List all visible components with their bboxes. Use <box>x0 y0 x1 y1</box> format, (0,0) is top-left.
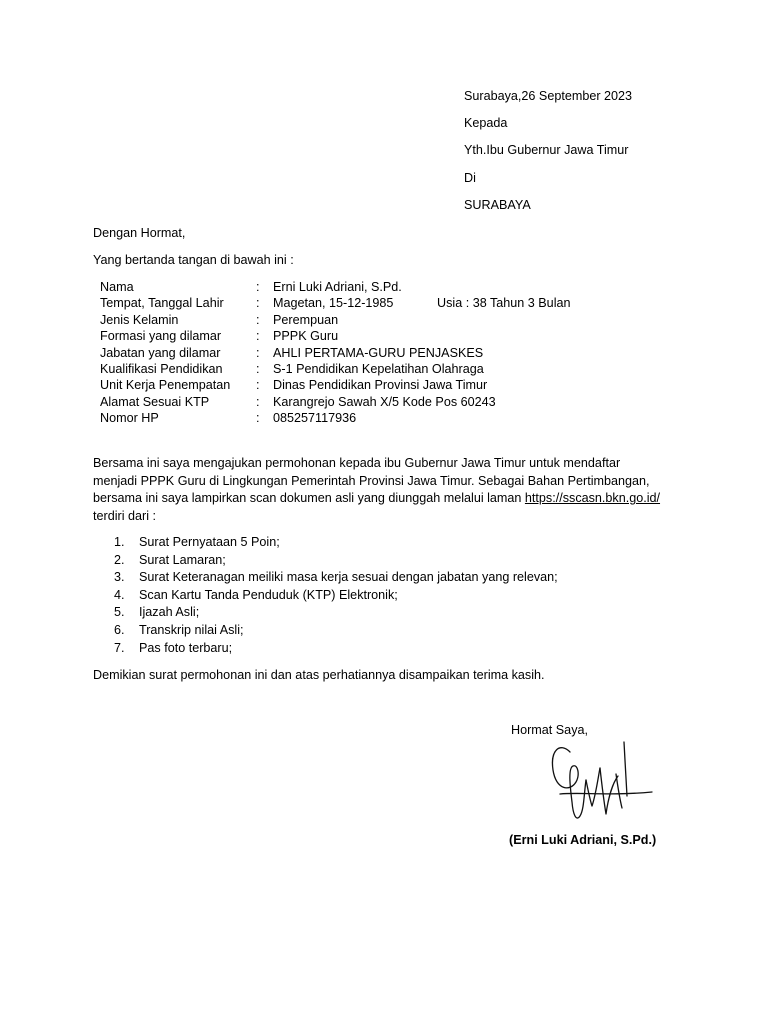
age-value: Usia : 38 Tahun 3 Bulan <box>437 296 571 311</box>
field-value: S-1 Pendidikan Kepelatihan Olahraga <box>273 361 484 376</box>
field-value: Erni Luki Adriani, S.Pd. <box>273 280 402 294</box>
field-value: AHLI PERTAMA-GURU PENJASKES <box>273 345 484 360</box>
field-value: Karangrejo Sawah X/5 Kode Pos 60243 <box>273 394 496 409</box>
list-item <box>114 641 558 659</box>
field-colon: : <box>256 378 260 393</box>
list-text: Surat Pernyataan 5 Poin; <box>139 535 280 549</box>
field-colon: : <box>256 394 260 409</box>
field-colon: : <box>256 296 260 311</box>
field-label: Kualifikasi Pendidikan <box>100 361 223 376</box>
field-label: Jabatan yang dilamar <box>100 345 221 360</box>
list-item <box>114 588 558 606</box>
closing-text: Demikian surat permohonan ini dan atas perhatiannya disampaikan terima kasih. <box>93 668 545 682</box>
list-text: Pas foto terbaru; <box>139 640 233 655</box>
field-value: Perempuan <box>273 312 339 327</box>
field-value: Dinas Pendidikan Provinsi Jawa Timur <box>273 378 488 393</box>
list-number: 6. <box>114 622 125 637</box>
signature-image <box>540 730 660 840</box>
field-label: Unit Kerja Penempatan <box>100 378 231 393</box>
body-line: Bersama ini saya mengajukan permohonan kepada ibu Gubernur Jawa Timur untuk mendaftar <box>93 456 621 470</box>
list-text: Surat Keteranagan meiliki masa kerja sesuai dengan jabatan yang relevan; <box>139 570 558 585</box>
body-paragraph <box>93 456 693 527</box>
intro-text: Yang bertanda tangan di bawah ini : <box>93 253 294 267</box>
field-colon: : <box>256 312 260 327</box>
field-value: PPPK Guru <box>273 329 339 344</box>
regards-text: Hormat Saya, <box>511 723 588 737</box>
list-number: 3. <box>114 570 125 585</box>
field-label: Nama <box>100 280 134 294</box>
recipient-at: Di <box>464 170 476 185</box>
list-number: 4. <box>114 587 125 602</box>
field-label: Tempat, Tanggal Lahir <box>100 296 224 311</box>
list-item <box>114 570 558 588</box>
list-number: 2. <box>114 552 125 567</box>
recipient-to: Kepada <box>464 116 508 131</box>
attachment-list <box>114 535 558 658</box>
field-label: Alamat Sesuai KTP <box>100 394 210 409</box>
letter-header <box>464 89 632 225</box>
signer-name: (Erni Luki Adriani, S.Pd.) <box>509 833 657 847</box>
field-value: 085257117936 <box>273 411 357 426</box>
field-colon: : <box>256 345 260 360</box>
list-number: 5. <box>114 605 125 620</box>
recipient-addressee: Yth.Ibu Gubernur Jawa Timur <box>464 143 629 158</box>
field-colon: : <box>256 280 260 294</box>
greeting: Dengan Hormat, <box>93 226 186 240</box>
list-text: Scan Kartu Tanda Penduduk (KTP) Elektronik; <box>139 587 398 602</box>
list-text: Ijazah Asli; <box>139 605 200 620</box>
field-colon: : <box>256 329 260 344</box>
body-line <box>93 491 693 509</box>
body-line: menjadi PPPK Guru di Lingkungan Pemerintah Provinsi Jawa Timur. Sebagai Bahan Pertimbangan, <box>93 473 650 488</box>
field-label: Formasi yang dilamar <box>100 329 222 344</box>
list-text: Surat Lamaran; <box>139 552 226 567</box>
list-item <box>114 623 558 641</box>
list-text: Transkrip nilai Asli; <box>139 622 244 637</box>
list-item <box>114 553 558 571</box>
body-line-text: bersama ini saya lampirkan scan dokumen asli yang diunggah melalui laman <box>93 491 525 506</box>
field-label: Nomor HP <box>100 411 159 426</box>
recipient-city: SURABAYA <box>464 197 531 212</box>
list-number: 1. <box>114 535 125 549</box>
place-date: Surabaya,26 September 2023 <box>464 89 633 103</box>
body-line: terdiri dari : <box>93 509 156 524</box>
sscasn-link[interactable]: https://sscasn.bkn.go.id/ <box>524 491 661 506</box>
list-item <box>114 535 558 553</box>
list-number: 7. <box>114 640 125 655</box>
field-value: Magetan, 15-12-1985 <box>273 296 394 311</box>
field-colon: : <box>256 411 260 426</box>
field-label: Jenis Kelamin <box>100 312 179 327</box>
list-item <box>114 605 558 623</box>
field-colon: : <box>256 361 260 376</box>
